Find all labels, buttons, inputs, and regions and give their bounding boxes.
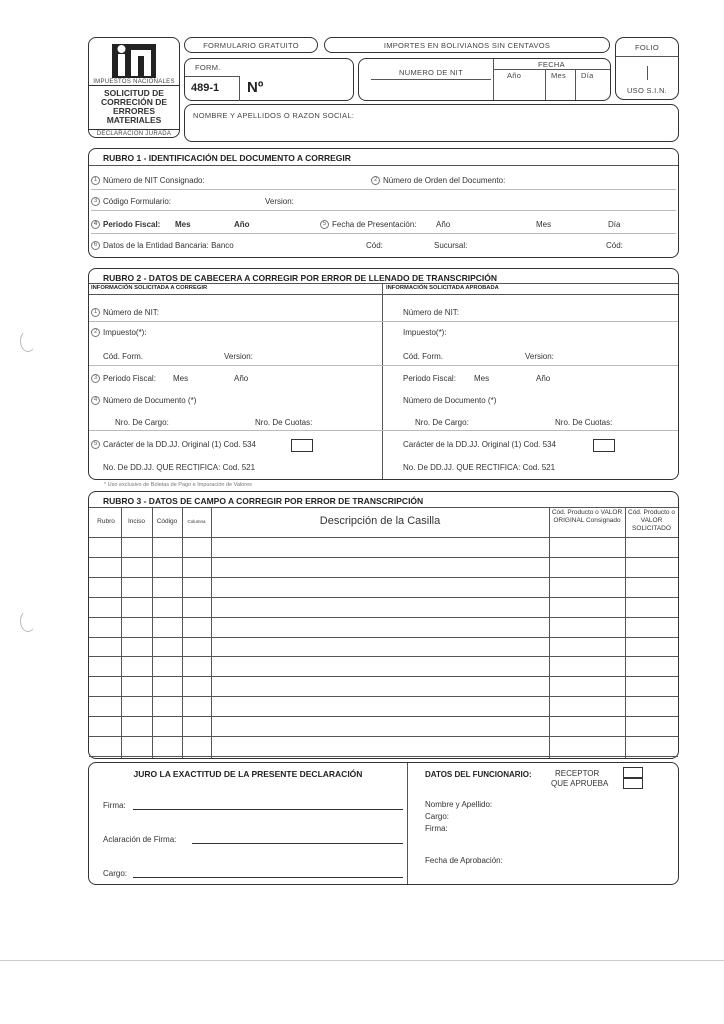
fecha-anio: Año [507,71,522,80]
free-form-label: FORMULARIO GRATUITO [203,41,299,50]
label: Fecha de Presentación: [332,220,417,229]
funcionario-title: DATOS DEL FUNCIONARIO: [425,770,532,779]
receptor-label: RECEPTOR [555,769,600,778]
rubro1-anio[interactable]: Año [234,220,250,229]
grid-column-line [121,507,122,758]
label: Periodo Fiscal: [103,220,161,229]
rubro1-codigo-formulario[interactable] [91,197,171,206]
rubro2-right-anio[interactable]: Año [536,374,551,383]
rubro2-left-version[interactable]: Version: [224,352,253,361]
number-label: Nº [247,79,264,96]
form-number-box[interactable] [184,58,354,101]
rubro1-fecha-anio[interactable]: Año [436,220,451,229]
fecha-label: FECHA [538,60,565,69]
org-name: IMPUESTOS NACIONALES [89,79,179,86]
logo-block [88,37,180,138]
rubro1-sucursal[interactable]: Sucursal: [434,241,468,250]
name-label: NOMBRE Y APELLIDOS O RAZON SOCIAL: [193,111,355,120]
fecha-dia: Día [581,71,594,80]
receptor-checkbox[interactable] [623,767,643,778]
rubro2-footnote: * Uso exclusivo de Boletas de Pago e Impuración de Valores [104,482,252,488]
punch-hole-bottom [20,610,36,632]
col-inciso: Inciso [128,518,145,525]
rubro1-orden-documento[interactable] [371,176,505,185]
rubro2-left-caracter[interactable] [91,440,256,449]
rubro2-right-impuesto[interactable]: Impuesto(*): [403,328,447,337]
col-valor-solicitado: Cód. Producto o VALOR SOLICITADO [628,509,675,532]
label: Datos de la Entidad Bancaria: Banco [103,241,234,250]
firma-line[interactable] [133,809,403,810]
table-row [89,716,678,717]
rubro2-right-head: INFORMACIÓN SOLICITADA APROBADA [386,285,499,291]
num-6: 6 [91,241,100,250]
num-4: 4 [91,220,100,229]
col-columna: Columna [187,519,206,524]
num-1: 1 [91,308,100,317]
aprueba-label: QUE APRUEBA [551,779,609,788]
rubro3-section [88,491,679,759]
label: Número de Documento (*) [103,396,197,405]
rubro2-left-nro-cuotas[interactable]: Nro. De Cuotas: [255,418,313,427]
rubro2-right-num-doc[interactable]: Número de Documento (*) [403,396,497,405]
col-rubro: Rubro [97,518,115,525]
rubro2-right-mes[interactable]: Mes [474,374,490,383]
form-type: DECLARACION JURADA [89,129,179,137]
label: Carácter de la DD.JJ. Original (1) Cod. 534 [103,440,256,449]
label: Periodo Fiscal: [103,374,156,383]
form-title: SOLICITUD DE CORRECIÓN DE ERRORES MATERIALES [100,88,168,125]
declaration-title: JURO LA EXACTITUD DE LA PRESENTE DECLARACIÓN [133,769,363,779]
cargo-line[interactable] [133,877,403,878]
rubro1-fecha-dia[interactable]: Día [608,220,621,229]
rubro2-right-version[interactable]: Version: [525,352,554,361]
label: Número de Orden del Documento: [383,176,506,185]
rubro1-cod[interactable]: Cód: [366,241,383,250]
cargo-label: Cargo: [103,869,128,878]
rubro2-left-nit[interactable] [91,308,159,317]
rubro2-left-impuesto[interactable] [91,328,147,337]
nit-label: NUMERO DE NIT [399,68,463,77]
rubro2-title: RUBRO 2 - DATOS DE CABECERA A CORREGIR POR ERROR DE LLENADO DE TRANSCRIPCIÓN [103,273,498,283]
rubro2-right-caracter-box[interactable] [593,439,615,452]
rubro1-cod2[interactable]: Cód: [606,241,623,250]
aprueba-checkbox[interactable] [623,778,643,789]
rubro2-left-caracter-box[interactable] [291,439,313,452]
num-2: 2 [371,176,380,185]
col-descripcion: Descripción de la Casilla [319,515,441,527]
punch-hole-top [20,330,36,352]
rubro2-right-caracter[interactable]: Carácter de la DD.JJ. Original (1) Cod. 534 [403,440,556,449]
folio-box [615,37,679,100]
rubro1-section [88,148,679,258]
num-3: 3 [91,197,100,206]
num-5: 5 [91,440,100,449]
grid-column-line [549,507,550,758]
rubro2-left-rectifica[interactable]: No. De DD.JJ. QUE RECTIFICA: Cod. 521 [103,463,256,472]
rubro2-left-nro-cargo[interactable]: Nro. De Cargo: [115,418,169,427]
table-row [89,736,678,737]
amounts-note-pill [324,37,610,53]
page-bottom-rule [0,960,724,961]
grid-column-line [211,507,212,758]
firma-label: Firma: [103,801,126,810]
rubro2-right-cod-form[interactable]: Cód. Form. [403,352,444,361]
amounts-note-label: IMPORTES EN BOLIVIANOS SIN CENTAVOS [383,41,551,50]
nit-box[interactable] [358,58,611,101]
col-valor-original: Cód. Producto o VALOR ORIGINAL Consignado [551,509,623,524]
fecha-mes: Mes [551,71,567,80]
uso-sin-label: USO S.I.N. [626,86,668,95]
funcionario-cargo[interactable]: Cargo: [425,812,450,821]
rubro1-title: RUBRO 1 - IDENTIFICACIÓN DEL DOCUMENTO A CORREGIR [103,153,351,163]
rubro2-right-nit[interactable]: Número de NIT: [403,308,460,317]
rubro2-section [88,268,679,480]
rubro1-fecha-presentacion[interactable] [320,220,417,229]
table-row [89,676,678,677]
impuestos-nacionales-logo [112,40,156,80]
aclaracion-line[interactable] [192,843,403,844]
rubro2-left-anio[interactable]: Año [234,374,249,383]
folio-label: FOLIO [634,43,659,52]
rubro2-left-periodo[interactable] [91,374,156,383]
rubro1-nit-consignado[interactable] [91,176,205,185]
table-row [89,617,678,618]
col-codigo: Código [156,518,178,525]
table-row [89,637,678,638]
rubro2-right-nro-cargo[interactable]: Nro. De Cargo: [415,418,469,427]
grid-column-line [625,507,626,758]
name-field[interactable] [184,104,679,142]
fecha-aprobacion[interactable]: Fecha de Aprobación: [425,856,503,865]
num-3: 3 [91,374,100,383]
table-row [89,577,678,578]
rubro1-version[interactable]: Version: [265,197,294,206]
rubro2-right-rectifica[interactable]: No. De DD.JJ. QUE RECTIFICA: Cod. 521 [403,463,556,472]
table-row [89,557,678,558]
rubro2-left-cod-form[interactable]: Cód. Form. [103,352,144,361]
rubro3-title: RUBRO 3 - DATOS DE CAMPO A CORREGIR POR ERROR DE TRANSCRIPCIÓN [103,496,424,506]
num-4: 4 [91,396,100,405]
label: Impuesto(*): [103,328,147,337]
funcionario-firma[interactable]: Firma: [425,824,448,833]
label: Número de NIT Consignado: [103,176,205,185]
num-5: 5 [320,220,329,229]
rubro2-left-num-doc[interactable] [91,396,196,405]
rubro1-periodo-fiscal[interactable] [91,220,160,229]
rubro2-right-periodo[interactable]: Periodo Fiscal: [403,374,456,383]
table-row [89,656,678,657]
rubro2-left-head: INFORMACIÓN SOLICITADA A CORREGIR [91,285,208,291]
num-2: 2 [91,328,100,337]
label: Código Formulario: [103,197,172,206]
table-row [89,756,678,757]
form-number: 489-1 [191,82,220,94]
table-row [89,696,678,697]
num-1: 1 [91,176,100,185]
form-label: FORM. [195,63,221,72]
grid-column-line [152,507,153,758]
rubro1-entidad-bancaria[interactable] [91,241,234,250]
aclaracion-label: Aclaración de Firma: [103,835,177,844]
rubro1-mes[interactable]: Mes [175,220,191,229]
declaration-section [88,762,679,885]
table-row [89,597,678,598]
rubro2-left-mes[interactable]: Mes [173,374,189,383]
funcionario-nombre[interactable]: Nombre y Apellido: [425,800,493,809]
free-form-pill [184,37,318,53]
label: Número de NIT: [103,308,160,317]
grid-column-line [182,507,183,758]
rubro2-right-nro-cuotas[interactable]: Nro. De Cuotas: [555,418,613,427]
rubro1-fecha-mes[interactable]: Mes [536,220,552,229]
